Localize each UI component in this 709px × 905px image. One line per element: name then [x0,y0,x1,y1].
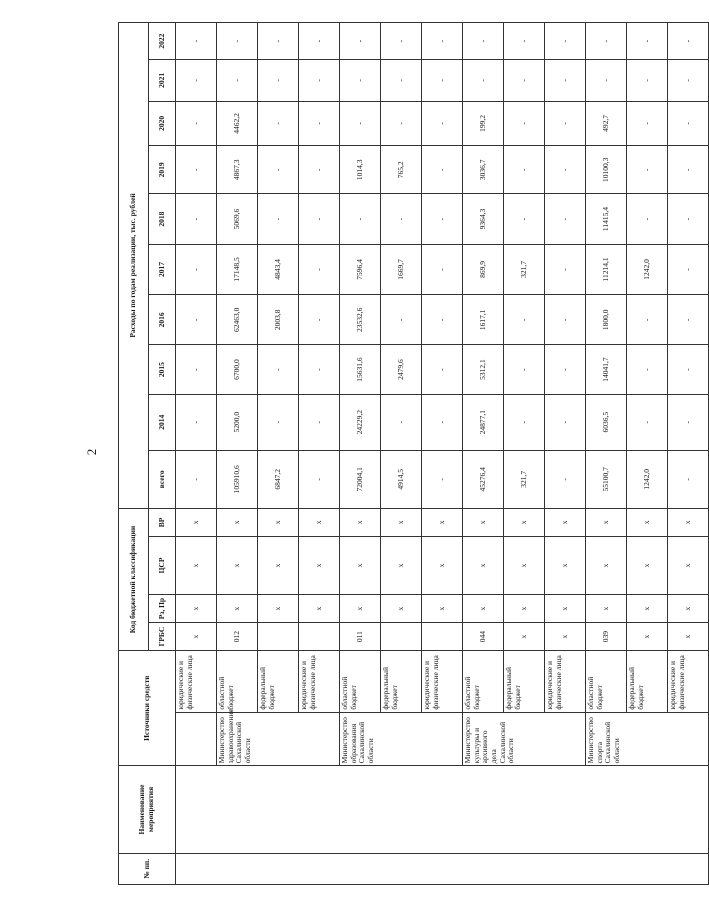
cell-value: 1617,1 [463,295,504,345]
cell-value: - [258,345,299,394]
cell-value: 199,2 [463,101,504,146]
cell-value: - [627,345,668,394]
col-header-expense: 2015 [149,345,176,394]
cell-code: х [668,508,709,536]
col-header-name: Наименование мероприятия [119,766,176,853]
col-header-expense: 2016 [149,295,176,345]
cell-value: 55100,7 [586,450,627,508]
col-header-code: ЦСР [149,536,176,594]
cell-value: 765,2 [381,146,422,194]
cell-code: х [668,536,709,594]
cell-value: - [545,345,586,394]
cell-value: - [299,244,340,294]
table-row [340,23,381,885]
cell-code: 012 [217,623,258,651]
cell-value: - [258,194,299,244]
cell-value: 3036,7 [463,146,504,194]
cell-code: х [340,508,381,536]
cell-source: областной бюджет [217,651,258,713]
cell-source: юридические и физические лица [668,651,709,713]
cell-value: - [627,295,668,345]
cell-value: 11214,1 [586,244,627,294]
cell-value: - [668,60,709,101]
cell-executor: Министерство образования Сахалинской области [340,712,463,766]
cell-value: 6036,5 [586,394,627,450]
cell-value: - [299,60,340,101]
cell-value: - [422,194,463,244]
cell-value: - [504,295,545,345]
cell-value: - [340,23,381,60]
cell-value: - [422,146,463,194]
cell-source: областной бюджет [586,651,627,713]
cell-code: х [463,536,504,594]
cell-value: 17148,5 [217,244,258,294]
table-row [217,23,258,885]
cell-value: 9364,3 [463,194,504,244]
cell-value: - [668,345,709,394]
cell-code: 039 [586,623,627,651]
col-header-code: Рз, Пр [149,595,176,623]
cell-code: х [258,536,299,594]
cell-value: - [668,394,709,450]
cell-source: юридические и физические лица [176,651,217,713]
cell-code: х [176,623,217,651]
cell-executor: Министерство здравоохранения Сахалинской области [217,712,340,766]
cell-value: - [668,295,709,345]
col-header-code-group: Код бюджетной классификации [119,508,149,650]
cell-code: х [176,508,217,536]
cell-value: - [504,146,545,194]
cell-value: - [627,60,668,101]
cell-code: х [176,595,217,623]
cell-code: х [627,595,668,623]
cell-value: 1800,0 [586,295,627,345]
cell-value: - [258,23,299,60]
cell-value: - [545,295,586,345]
cell-value: 7596,4 [340,244,381,294]
cell-value: - [627,394,668,450]
cell-value: 4462,2 [217,101,258,146]
cell-value: - [668,146,709,194]
cell-code: х [217,508,258,536]
cell-code: х [299,595,340,623]
header-row-top [119,23,149,885]
col-header-expense: 2014 [149,394,176,450]
cell-executor [176,712,217,766]
cell-value: 4843,4 [258,244,299,294]
cell-code: х [627,623,668,651]
cell-value: 869,9 [463,244,504,294]
cell-value: - [381,394,422,450]
cell-source: областной бюджет [463,651,504,713]
cell-code: х [176,536,217,594]
cell-value: - [422,295,463,345]
cell-value: - [422,23,463,60]
cell-code: х [668,595,709,623]
cell-value: - [258,394,299,450]
cell-code: х [422,536,463,594]
cell-code: х [381,595,422,623]
cell-value: - [381,23,422,60]
cell-value: - [422,101,463,146]
rotated-table-container [118,22,692,885]
cell-value: 15631,6 [340,345,381,394]
cell-code [299,623,340,651]
col-header-expense: 2019 [149,146,176,194]
col-header-expense: всего [149,450,176,508]
cell-source: областной бюджет [340,651,381,713]
cell-value: - [176,450,217,508]
cell-code: х [217,536,258,594]
cell-code: х [586,508,627,536]
cell-code: х [217,595,258,623]
cell-source: федеральный бюджет [504,651,545,713]
cell-value: - [668,244,709,294]
cell-value: - [422,394,463,450]
cell-value: - [668,194,709,244]
cell-code: х [422,508,463,536]
cell-value: - [422,345,463,394]
cell-value: - [504,394,545,450]
cell-value: - [299,194,340,244]
cell-code: х [504,536,545,594]
cell-value: - [504,101,545,146]
cell-value: 4914,5 [381,450,422,508]
cell-value: - [299,295,340,345]
cell-value: - [504,23,545,60]
cell-value: 24877,1 [463,394,504,450]
cell-value: 1014,3 [340,146,381,194]
cell-value: - [463,60,504,101]
cell-value: - [258,146,299,194]
cell-code: х [381,508,422,536]
cell-value: - [299,101,340,146]
cell-value: - [176,194,217,244]
col-header-code: ВР [149,508,176,536]
cell-value: - [381,101,422,146]
cell-code: х [504,508,545,536]
cell-source: юридические и физические лица [299,651,340,713]
cell-value: - [586,23,627,60]
cell-value: - [504,194,545,244]
cell-value: 10100,3 [586,146,627,194]
cell-value: 105910,6 [217,450,258,508]
cell-executor: Министерство культуры и архивного дела Сахалинской области [463,712,586,766]
rotated-table-frame [118,22,692,885]
cell-name [176,766,709,853]
cell-value: 1242,0 [627,450,668,508]
cell-code [258,623,299,651]
cell-value: - [217,23,258,60]
cell-code: х [463,595,504,623]
cell-value: - [340,101,381,146]
cell-value: - [381,194,422,244]
cell-code: 044 [463,623,504,651]
cell-value: - [299,394,340,450]
cell-value: - [176,394,217,450]
cell-source: федеральный бюджет [381,651,422,713]
cell-value: - [340,60,381,101]
cell-value: - [176,146,217,194]
cell-code: х [340,595,381,623]
col-header-code: ГРБС [149,623,176,651]
col-header-expense: 2021 [149,60,176,101]
cell-code: х [504,623,545,651]
cell-value: - [586,60,627,101]
table-row [463,23,504,885]
budget-table [118,22,709,885]
cell-code: х [422,595,463,623]
cell-value: - [258,101,299,146]
cell-code: х [258,595,299,623]
cell-value: 6700,0 [217,345,258,394]
cell-value: 5200,0 [217,394,258,450]
cell-value: - [299,345,340,394]
cell-value: - [627,101,668,146]
cell-code: х [299,536,340,594]
cell-value: - [422,60,463,101]
cell-value: - [545,146,586,194]
cell-value: - [217,60,258,101]
cell-code: х [586,536,627,594]
cell-value: 11415,4 [586,194,627,244]
cell-code: х [381,536,422,594]
cell-value: - [668,101,709,146]
cell-value: - [545,101,586,146]
cell-value: - [545,394,586,450]
cell-source: юридические и физические лица [422,651,463,713]
cell-value: 45276,4 [463,450,504,508]
cell-code: х [586,595,627,623]
cell-value: - [176,244,217,294]
cell-code: х [299,508,340,536]
cell-code: х [545,536,586,594]
cell-value: - [627,23,668,60]
cell-value: 62463,0 [217,295,258,345]
cell-value: - [504,60,545,101]
cell-value: 72004,1 [340,450,381,508]
cell-code: 011 [340,623,381,651]
cell-value: - [463,23,504,60]
cell-value: - [627,194,668,244]
cell-value: 321,7 [504,244,545,294]
cell-value: 5069,6 [217,194,258,244]
cell-code: х [340,536,381,594]
cell-code: х [545,595,586,623]
table-row [586,23,627,885]
cell-value: 6847,2 [258,450,299,508]
cell-code: х [258,508,299,536]
cell-value: - [258,60,299,101]
col-header-expense: 2017 [149,244,176,294]
cell-executor: Министерство спорта Сахалинской области [586,712,709,766]
col-header-source: Источники средств [119,651,176,766]
cell-value: 24229,2 [340,394,381,450]
cell-value: - [176,295,217,345]
cell-source: федеральный бюджет [627,651,668,713]
col-header-expense: 2018 [149,194,176,244]
cell-value: 14041,7 [586,345,627,394]
cell-value: 1669,7 [381,244,422,294]
cell-value: - [176,345,217,394]
cell-code: х [627,536,668,594]
cell-value: 23532,6 [340,295,381,345]
col-header-expense: 2022 [149,23,176,60]
cell-value: - [340,194,381,244]
cell-value: - [422,450,463,508]
table-row [176,23,217,885]
cell-value: - [422,244,463,294]
cell-value: - [545,244,586,294]
cell-value: 2479,6 [381,345,422,394]
col-header-num: № пп. [119,853,176,884]
cell-value: - [299,450,340,508]
cell-value: 492,7 [586,101,627,146]
cell-value: - [668,450,709,508]
cell-code [422,623,463,651]
cell-value: - [545,23,586,60]
cell-value: - [627,146,668,194]
cell-code: х [627,508,668,536]
cell-value: 2003,8 [258,295,299,345]
cell-value: 5312,1 [463,345,504,394]
page-number: 2 [84,448,99,456]
cell-value: - [545,194,586,244]
cell-value: 1242,0 [627,244,668,294]
cell-source: юридические и физические лица [545,651,586,713]
cell-value: - [668,23,709,60]
cell-value: - [381,295,422,345]
cell-value: - [504,345,545,394]
cell-value: - [176,23,217,60]
cell-source: федеральный бюджет [258,651,299,713]
col-header-expense-group: Расходы по годам реализации, тыс. рублей [119,23,149,509]
cell-code: х [545,508,586,536]
cell-value: 321,7 [504,450,545,508]
cell-code: х [545,623,586,651]
cell-value: - [176,60,217,101]
cell-value: - [299,23,340,60]
cell-value: - [545,450,586,508]
col-header-expense: 2020 [149,101,176,146]
cell-value: - [299,146,340,194]
cell-code [381,623,422,651]
cell-num [176,853,709,884]
cell-code: х [504,595,545,623]
cell-value: - [176,101,217,146]
cell-value: 4867,3 [217,146,258,194]
cell-code: х [668,623,709,651]
cell-value: - [545,60,586,101]
cell-value: - [381,60,422,101]
cell-code: х [463,508,504,536]
